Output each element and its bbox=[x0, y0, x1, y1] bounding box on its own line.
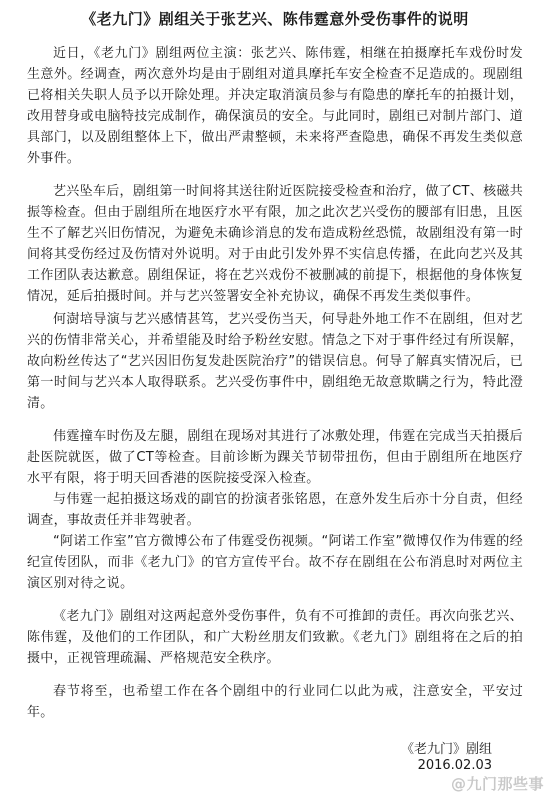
signature-date: 2016.02.03 bbox=[417, 758, 492, 773]
paragraph-spacer bbox=[27, 594, 523, 606]
weibo-watermark: @九门那些事 bbox=[450, 775, 544, 793]
paragraph-zhang-yixing-injury: 艺兴坠车后，剧组第一时间将其送往附近医院接受检查和治疗，做了CT、核磁共振等检查。但由于剧组所在地医疗水平有限，加之此次艺兴受伤的腰部有旧患，且医生不了解艺兴旧伤情况，为避免未确诊消息的发布造成粉丝恐慌，故剧组没有第一时间将其受伤经过及伤情对外说明。对于由此引发外界不实信息传播，在此向艺兴及其工作团队表达歉意。剧组保证，将在艺兴戏份不被删减的前提下，根据他的身体恢复情况，延后拍摄时间。并与艺兴签署安全补充协议，确保不再发生类似事件。 bbox=[27, 184, 523, 304]
paragraph-studio-weibo: “阿诺工作室”官方微博公布了伟霆受伤视频。“阿诺工作室”微博仅作为伟霆的经纪宣传团队，而非《老九门》的官方宣传平台。故不存在剧组在公布消息时对两位主演区别对待之说。 bbox=[27, 534, 523, 591]
paragraph-intro: 近日，《老九门》剧组两位主演：张艺兴、陈伟霆，相继在拍摄摩托车戏份时发生意外。经调查，两次意外均是由于剧组对道具摩托车安全检查不足造成的。现剧组已将相关失职人员予以开除处理。并决定取消演员参与有隐患的摩托车的拍摄计划，改用替身或电脑特技完成制作，确保演员的安全。与此同时，剧组已对制片部门、道具部门，以及剧组整体上下，做出严肃整顿，未来将严查隐患，确保不再发生类似意外事件。 bbox=[27, 46, 523, 166]
paragraph-spring-festival: 春节将至，也希望工作在各个剧组中的行业同仁以此为戒，注意安全，平安过年。 bbox=[27, 684, 523, 720]
statement-title: 《老九门》剧组关于张艺兴、陈伟霆意外受伤事件的说明 bbox=[81, 10, 469, 28]
signature-organization: 《老九门》剧组 bbox=[400, 742, 492, 757]
paragraph-director-clarification: 何澍培导演与艺兴感情甚笃，艺兴受伤当天，何导赴外地工作不在剧组，但对艺兴的伤情非常关心，并希望能及时给予粉丝安慰。情急之下对于事件经过有所误解，故向粉丝传达了“艺兴因旧伤复发赴医院治疗”的错误信息。何导了解真实情况后，已第一时间与艺兴本人取得联系。艺兴受伤事件中，剧组绝无故意欺瞒之行为，特此澄清。 bbox=[27, 312, 523, 411]
paragraph-spacer bbox=[27, 414, 523, 426]
paragraph-apology: 《老九门》剧组对这两起意外受伤事件，负有不可推卸的责任。再次向张艺兴、陈伟霆，及他们的工作团队，和广大粉丝朋友们致歉。《老九门》剧组将在之后的拍摄中，正视管理疏漏、严格规范安全秩序。 bbox=[27, 609, 523, 666]
paragraph-spacer bbox=[27, 669, 523, 681]
paragraph-spacer bbox=[27, 169, 523, 181]
paragraph-chen-weiting-injury: 伟霆撞车时伤及左腿，剧组在现场对其进行了冰敷处理，伟霆在完成当天拍摄后赴医院就医，做了CT等检查。目前诊断为踝关节韧带扭伤，但由于剧组所在地医疗水平有限，将于明天回香港的医院接受深入检查。 bbox=[27, 429, 523, 486]
paragraph-zhang-mingen: 与伟霆一起拍摄这场戏的副官的扮演者张铭恩，在意外发生后亦十分自责，但经调查，事故责任并非驾驶者。 bbox=[27, 492, 523, 528]
